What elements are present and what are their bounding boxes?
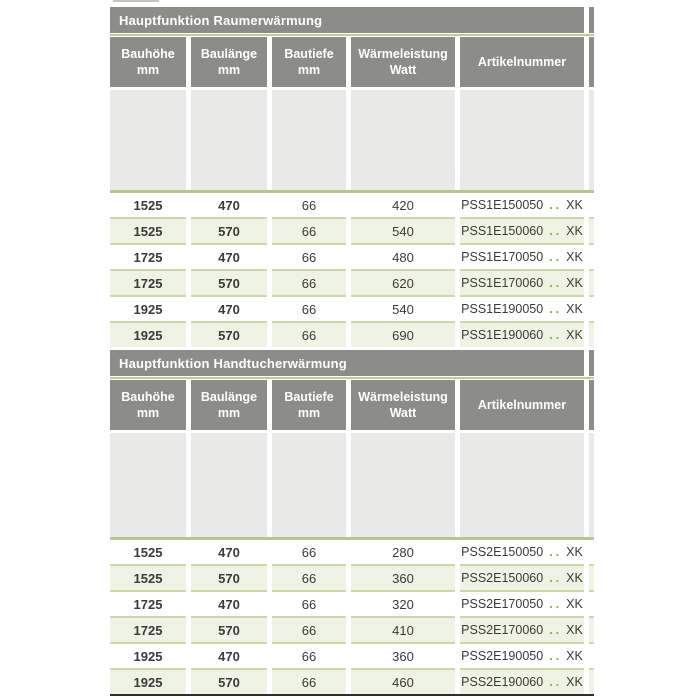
- column-header-artikelnummer: [460, 37, 584, 87]
- cutoff-column: [589, 380, 594, 430]
- artikel-prefix: PSS1E150060: [461, 224, 544, 238]
- cell-artikelnummer: [460, 618, 584, 644]
- cell-bautiefe: 66: [272, 644, 346, 670]
- cell-baulaenge: 570: [191, 323, 267, 347]
- cell-bauhoehe: 1925: [110, 670, 186, 694]
- cell-watt: 480: [351, 245, 455, 271]
- cell-watt: 360: [351, 566, 455, 592]
- cell-bauhoehe: 1925: [110, 644, 186, 670]
- cell-watt: 540: [351, 297, 455, 323]
- artikel-dots: ..: [549, 545, 563, 559]
- artikel-prefix: PSS1E150050: [461, 198, 544, 212]
- cell-bauhoehe: 1525: [110, 540, 186, 566]
- cell-bautiefe: 66: [272, 618, 346, 644]
- cell-watt: 420: [351, 193, 455, 219]
- column-header-line1: Bautiefe: [284, 46, 334, 61]
- cell-bauhoehe: 1525: [110, 193, 186, 219]
- cell-bauhoehe: 1725: [110, 271, 186, 297]
- cell-baulaenge: 470: [191, 592, 267, 618]
- artikel-dots: ..: [549, 302, 563, 316]
- cell-bautiefe: 66: [272, 323, 346, 347]
- product-image-placeholder: [110, 433, 186, 537]
- artikel-suffix: XK: [566, 276, 583, 290]
- cutoff-column: [589, 592, 594, 618]
- artikel-suffix: XK: [566, 250, 583, 264]
- artikel-suffix: XK: [566, 571, 583, 585]
- section-header-row: [110, 350, 594, 376]
- cutoff-column: [589, 193, 594, 219]
- cell-bautiefe: 66: [272, 297, 346, 323]
- cutoff-column: [589, 540, 594, 566]
- column-header-baulaenge: [191, 37, 267, 87]
- cell-baulaenge: 470: [191, 644, 267, 670]
- column-header-line1: Artikelnummer: [477, 397, 567, 412]
- cell-bautiefe: 66: [272, 219, 346, 245]
- cell-artikelnummer: [460, 271, 584, 297]
- cell-artikelnummer: [460, 219, 584, 245]
- cell-watt: 690: [351, 323, 455, 347]
- artikel-prefix: PSS1E170050: [461, 250, 544, 264]
- cell-bautiefe: 66: [272, 245, 346, 271]
- cell-baulaenge: 570: [191, 271, 267, 297]
- cell-baulaenge: 470: [191, 193, 267, 219]
- cell-watt: 620: [351, 271, 455, 297]
- column-header-row: [110, 37, 594, 87]
- cell-bauhoehe: 1925: [110, 323, 186, 347]
- table-row: [110, 592, 594, 618]
- column-header-waermeleistung: [351, 380, 455, 430]
- column-header-line2: mm: [136, 63, 160, 77]
- column-header-line2: mm: [297, 406, 321, 420]
- table-row: [110, 644, 594, 670]
- artikel-dots: ..: [549, 198, 563, 212]
- cell-artikelnummer: [460, 644, 584, 670]
- cutoff-column: [589, 644, 594, 670]
- product-image-placeholder: [110, 90, 186, 190]
- cutoff-column: [589, 7, 594, 33]
- product-image-placeholder: [351, 433, 455, 537]
- column-header-row: [110, 380, 594, 430]
- cell-bauhoehe: 1525: [110, 219, 186, 245]
- cutoff-column: [589, 618, 594, 644]
- spec-tables: [110, 7, 594, 696]
- cell-watt: 320: [351, 592, 455, 618]
- column-header-line1: Baulänge: [200, 389, 258, 404]
- column-header-line2: mm: [217, 63, 241, 77]
- product-image-placeholder: [460, 433, 584, 537]
- column-header-line1: Baulänge: [200, 46, 258, 61]
- cell-bautiefe: 66: [272, 540, 346, 566]
- column-header-line1: Wärmeleistung: [358, 46, 448, 61]
- accent-divider: [110, 377, 594, 379]
- cell-watt: 460: [351, 670, 455, 694]
- artikel-suffix: XK: [566, 623, 583, 637]
- column-header-line2: mm: [136, 406, 160, 420]
- cutoff-column: [589, 566, 594, 592]
- cell-baulaenge: 570: [191, 566, 267, 592]
- product-image-placeholder: [272, 90, 346, 190]
- product-image-row: [110, 433, 594, 537]
- cutoff-column: [589, 433, 594, 537]
- column-header-line1: Bauhöhe: [121, 389, 175, 404]
- artikel-prefix: PSS2E170050: [461, 597, 544, 611]
- cutoff-column: [589, 90, 594, 190]
- cell-watt: 540: [351, 219, 455, 245]
- column-header-artikelnummer: [460, 380, 584, 430]
- cell-baulaenge: 470: [191, 297, 267, 323]
- artikel-dots: ..: [549, 250, 563, 264]
- artikel-dots: ..: [549, 623, 563, 637]
- cell-watt: 410: [351, 618, 455, 644]
- cell-watt: 280: [351, 540, 455, 566]
- column-header-line1: Artikelnummer: [477, 54, 567, 69]
- cutoff-column: [589, 271, 594, 297]
- cell-bautiefe: 66: [272, 271, 346, 297]
- product-image-placeholder: [460, 90, 584, 190]
- artikel-prefix: PSS2E150050: [461, 545, 544, 559]
- cell-bauhoehe: 1725: [110, 592, 186, 618]
- table-row: [110, 193, 594, 219]
- artikel-suffix: XK: [566, 198, 583, 212]
- cutoff-column: [589, 323, 594, 347]
- cell-baulaenge: 570: [191, 219, 267, 245]
- cell-artikelnummer: [460, 245, 584, 271]
- cutoff-column: [589, 37, 594, 87]
- table-row: [110, 618, 594, 644]
- cell-artikelnummer: [460, 323, 584, 347]
- column-header-bautiefe: [272, 37, 346, 87]
- cell-artikelnummer: [460, 670, 584, 694]
- artikel-suffix: XK: [566, 675, 583, 689]
- table-row: [110, 245, 594, 271]
- cell-bauhoehe: 1925: [110, 297, 186, 323]
- artikel-dots: ..: [549, 276, 563, 290]
- column-header-line1: Wärmeleistung: [358, 389, 448, 404]
- artikel-dots: ..: [549, 571, 563, 585]
- cell-bauhoehe: 1725: [110, 245, 186, 271]
- table-bottom-border: [110, 694, 594, 696]
- section-title: Hauptfunktion Raumerwärmung: [110, 7, 584, 33]
- artikel-dots: ..: [549, 649, 563, 663]
- column-header-waermeleistung: [351, 37, 455, 87]
- table-row: [110, 297, 594, 323]
- artikel-dots: ..: [549, 328, 563, 342]
- cell-bautiefe: 66: [272, 193, 346, 219]
- column-header-line2: Watt: [389, 63, 417, 77]
- column-header-line1: Bautiefe: [284, 389, 334, 404]
- accent-divider: [110, 34, 594, 36]
- cell-artikelnummer: [460, 566, 584, 592]
- product-image-placeholder: [191, 90, 267, 190]
- product-image-row: [110, 90, 594, 190]
- product-image-placeholder: [351, 90, 455, 190]
- artikel-prefix: PSS1E190060: [461, 328, 544, 342]
- product-image-placeholder: [191, 433, 267, 537]
- product-image-placeholder: [272, 433, 346, 537]
- table-body: [110, 193, 594, 347]
- cell-baulaenge: 470: [191, 540, 267, 566]
- artikel-prefix: PSS2E190050: [461, 649, 544, 663]
- artikel-prefix: PSS1E170060: [461, 276, 544, 290]
- cell-artikelnummer: [460, 540, 584, 566]
- cell-bautiefe: 66: [272, 670, 346, 694]
- column-header-line1: Bauhöhe: [121, 46, 175, 61]
- table-row: [110, 566, 594, 592]
- cell-bautiefe: 66: [272, 566, 346, 592]
- table-row: [110, 323, 594, 347]
- column-header-line2: mm: [297, 63, 321, 77]
- cell-watt: 360: [351, 644, 455, 670]
- section-header-row: [110, 7, 594, 33]
- column-header-bauhoehe: [110, 37, 186, 87]
- artikel-prefix: PSS2E170060: [461, 623, 544, 637]
- artikel-prefix: PSS1E190050: [461, 302, 544, 316]
- cell-baulaenge: 570: [191, 618, 267, 644]
- cell-artikelnummer: [460, 297, 584, 323]
- cutoff-column: [589, 297, 594, 323]
- cutoff-column: [589, 350, 594, 376]
- artikel-suffix: XK: [566, 224, 583, 238]
- column-header-bautiefe: [272, 380, 346, 430]
- table-body: [110, 540, 594, 694]
- artikel-prefix: PSS2E190060: [461, 675, 544, 689]
- cell-artikelnummer: [460, 193, 584, 219]
- cell-baulaenge: 470: [191, 245, 267, 271]
- artikel-dots: ..: [549, 224, 563, 238]
- cell-artikelnummer: [460, 592, 584, 618]
- artikel-suffix: XK: [566, 545, 583, 559]
- cell-bauhoehe: 1725: [110, 618, 186, 644]
- artikel-suffix: XK: [566, 649, 583, 663]
- cutoff-column: [589, 245, 594, 271]
- column-header-line2: mm: [217, 406, 241, 420]
- column-header-baulaenge: [191, 380, 267, 430]
- artikel-prefix: PSS2E150060: [461, 571, 544, 585]
- cell-baulaenge: 570: [191, 670, 267, 694]
- artikel-suffix: XK: [566, 597, 583, 611]
- table-row: [110, 670, 594, 694]
- table-row: [110, 219, 594, 245]
- artikel-dots: ..: [549, 675, 563, 689]
- artikel-suffix: XK: [566, 328, 583, 342]
- section-title: Hauptfunktion Handtucherwärmung: [110, 350, 584, 376]
- table-row: [110, 271, 594, 297]
- table-row: [110, 540, 594, 566]
- artikel-dots: ..: [549, 597, 563, 611]
- cell-bautiefe: 66: [272, 592, 346, 618]
- cell-bauhoehe: 1525: [110, 566, 186, 592]
- column-header-line2: Watt: [389, 406, 417, 420]
- scan-artifact: [113, 0, 159, 2]
- artikel-suffix: XK: [566, 302, 583, 316]
- cutoff-column: [589, 670, 594, 694]
- cutoff-column: [589, 219, 594, 245]
- column-header-bauhoehe: [110, 380, 186, 430]
